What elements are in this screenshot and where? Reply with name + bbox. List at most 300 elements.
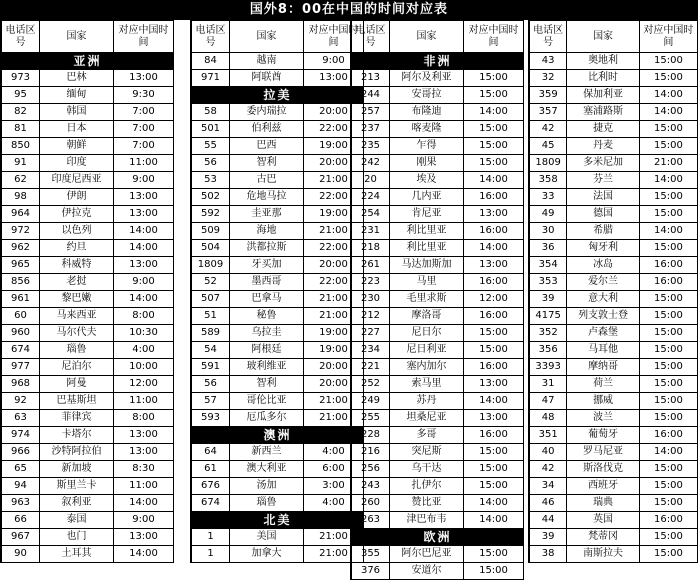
code-cell: 40 [530, 444, 567, 461]
time-cell: 12:00 [464, 291, 524, 308]
code-cell: 972 [2, 223, 40, 240]
time-cell: 15:00 [639, 461, 697, 478]
country-cell: 泰国 [40, 512, 114, 529]
time-cell: 9:30 [114, 87, 174, 104]
code-cell: 64 [192, 444, 230, 461]
section-title: 北美 [192, 512, 364, 529]
table-row [352, 478, 524, 495]
table-row [2, 240, 174, 257]
section-title: 欧洲 [352, 529, 524, 546]
code-cell: 90 [2, 546, 40, 563]
time-cell: 19:00 [304, 138, 364, 155]
country-cell: 比利时 [567, 70, 640, 87]
code-cell: 39 [530, 291, 567, 308]
country-cell: 汤加 [230, 478, 304, 495]
table-row [530, 206, 698, 223]
time-cell: 22:00 [304, 240, 364, 257]
table-row [192, 104, 364, 121]
table-row [2, 410, 174, 427]
table-row [2, 444, 174, 461]
country-cell: 喀麦隆 [390, 121, 464, 138]
country-cell: 马来西亚 [40, 308, 114, 325]
time-cell: 15:00 [639, 70, 697, 87]
table-row [2, 512, 174, 529]
time-cell: 15:00 [639, 478, 697, 495]
table-row [2, 138, 174, 155]
country-cell: 挪威 [567, 393, 640, 410]
code-cell: 39 [530, 529, 567, 546]
country-cell: 斯里兰卡 [40, 478, 114, 495]
table-row [352, 546, 524, 563]
code-cell: 589 [192, 325, 230, 342]
code-cell: 43 [530, 53, 567, 70]
table-row [2, 546, 174, 563]
table-row [352, 325, 524, 342]
table-row [352, 376, 524, 393]
code-cell: 33 [530, 189, 567, 206]
country-cell: 列支敦士登 [567, 308, 640, 325]
section-header-row [192, 427, 364, 444]
code-cell: 46 [530, 495, 567, 512]
section-title: 澳洲 [192, 427, 364, 444]
code-cell: 218 [352, 240, 390, 257]
country-cell: 爱尔兰 [567, 274, 640, 291]
time-cell: 7:00 [114, 121, 174, 138]
table-row [530, 70, 698, 87]
time-cell: 15:00 [464, 325, 524, 342]
time-cell: 15:00 [464, 87, 524, 104]
country-cell: 新西兰 [230, 444, 304, 461]
table-row [2, 393, 174, 410]
code-cell: 974 [2, 427, 40, 444]
country-cell: 澳大利亚 [230, 461, 304, 478]
table-row [530, 325, 698, 342]
code-cell: 509 [192, 223, 230, 240]
code-cell: 359 [530, 87, 567, 104]
time-cell: 14:00 [114, 495, 174, 512]
table-row [2, 359, 174, 376]
code-cell: 376 [352, 563, 390, 580]
table-row [530, 240, 698, 257]
code-cell: 674 [2, 342, 40, 359]
header-row [2, 21, 174, 53]
table-row [2, 529, 174, 546]
table-row [2, 291, 174, 308]
code-cell: 963 [2, 495, 40, 512]
table-row [192, 70, 364, 87]
time-cell: 4:00 [304, 444, 364, 461]
table-row [530, 478, 698, 495]
table-row [2, 257, 174, 274]
time-cell: 14:00 [114, 291, 174, 308]
header-code: 电话区号 [530, 21, 567, 53]
country-cell: 荷兰 [567, 376, 640, 393]
code-cell: 962 [2, 240, 40, 257]
table-row [192, 189, 364, 206]
code-cell: 56 [192, 155, 230, 172]
code-cell: 966 [2, 444, 40, 461]
code-cell: 231 [352, 223, 390, 240]
table-row [352, 308, 524, 325]
time-cell: 11:00 [114, 155, 174, 172]
section-header-row [192, 87, 364, 104]
code-cell: 47 [530, 393, 567, 410]
time-cell: 9:00 [304, 53, 364, 70]
table-row [530, 87, 698, 104]
code-cell: 355 [352, 546, 390, 563]
time-cell: 14:00 [114, 240, 174, 257]
code-cell: 357 [530, 104, 567, 121]
code-cell: 965 [2, 257, 40, 274]
country-cell: 梵蒂冈 [567, 529, 640, 546]
country-cell: 也门 [40, 529, 114, 546]
page-title: 国外8：00在中国的时间对应表 [0, 0, 698, 20]
time-cell: 13:00 [114, 70, 174, 87]
table-row [352, 223, 524, 240]
country-cell: 丹麦 [567, 138, 640, 155]
country-cell: 埃及 [390, 172, 464, 189]
code-cell: 242 [352, 155, 390, 172]
time-cell: 15:00 [639, 410, 697, 427]
table-row [352, 393, 524, 410]
time-cell: 3:00 [304, 478, 364, 495]
code-cell: 967 [2, 529, 40, 546]
table-row [2, 70, 174, 87]
table-column-4 [528, 20, 698, 563]
code-cell: 3393 [530, 359, 567, 376]
time-cell: 22:00 [304, 121, 364, 138]
code-cell: 352 [530, 325, 567, 342]
code-cell: 507 [192, 291, 230, 308]
code-cell: 38 [530, 546, 567, 563]
table-row [192, 308, 364, 325]
code-cell: 676 [192, 478, 230, 495]
table-row [530, 529, 698, 546]
country-cell: 赞比亚 [390, 495, 464, 512]
table-row [352, 342, 524, 359]
time-cell: 20:00 [304, 155, 364, 172]
header-code: 电话区号 [352, 21, 390, 53]
code-cell: 81 [2, 121, 40, 138]
table-row [2, 308, 174, 325]
country-cell: 冰岛 [567, 257, 640, 274]
table-row [530, 342, 698, 359]
time-cell: 21:00 [304, 223, 364, 240]
time-cell: 16:00 [639, 257, 697, 274]
header-country: 国家 [40, 21, 114, 53]
table-row [2, 342, 174, 359]
table-row [530, 223, 698, 240]
time-cell: 14:00 [114, 546, 174, 563]
time-cell: 13:00 [464, 257, 524, 274]
time-cell: 14:00 [639, 87, 697, 104]
code-cell: 354 [530, 257, 567, 274]
table-row [352, 291, 524, 308]
code-cell: 591 [192, 359, 230, 376]
code-cell: 356 [530, 342, 567, 359]
table-row [530, 104, 698, 121]
country-cell: 毛里求斯 [390, 291, 464, 308]
time-cell: 13:00 [114, 206, 174, 223]
table-row [2, 121, 174, 138]
time-cell: 7:00 [114, 138, 174, 155]
country-cell: 布隆迪 [390, 104, 464, 121]
code-cell: 36 [530, 240, 567, 257]
time-cell: 15:00 [639, 359, 697, 376]
table-row [352, 359, 524, 376]
country-cell: 伊拉克 [40, 206, 114, 223]
country-cell: 塞浦路斯 [567, 104, 640, 121]
section-title: 拉美 [192, 87, 364, 104]
code-cell: 213 [352, 70, 390, 87]
table-row [2, 376, 174, 393]
table-row [352, 461, 524, 478]
country-cell: 乌拉圭 [230, 325, 304, 342]
table-row [530, 274, 698, 291]
time-cell: 9:00 [114, 172, 174, 189]
country-cell: 意大利 [567, 291, 640, 308]
code-cell: 257 [352, 104, 390, 121]
code-cell: 971 [192, 70, 230, 87]
code-cell: 98 [2, 189, 40, 206]
country-cell: 马达加斯加 [390, 257, 464, 274]
table-row [352, 206, 524, 223]
time-cell: 13:00 [464, 376, 524, 393]
country-cell: 古巴 [230, 172, 304, 189]
country-cell: 叙利亚 [40, 495, 114, 512]
country-cell: 圭亚那 [230, 206, 304, 223]
time-cell: 21:00 [304, 529, 364, 546]
country-cell: 南斯拉夫 [567, 546, 640, 563]
country-cell: 苏丹 [390, 393, 464, 410]
time-cell: 21:00 [304, 308, 364, 325]
time-cell: 14:00 [464, 240, 524, 257]
time-cell: 4:00 [304, 495, 364, 512]
table-row [2, 478, 174, 495]
country-cell: 阿联酋 [230, 70, 304, 87]
table-row [2, 223, 174, 240]
country-cell: 阿曼 [40, 376, 114, 393]
table-row [352, 121, 524, 138]
country-cell: 伯利兹 [230, 121, 304, 138]
time-cell: 11:00 [114, 478, 174, 495]
table-row [352, 240, 524, 257]
country-cell: 多哥 [390, 427, 464, 444]
country-cell: 美国 [230, 529, 304, 546]
table-row [2, 104, 174, 121]
country-cell: 约旦 [40, 240, 114, 257]
code-cell: 674 [192, 495, 230, 512]
country-cell: 卡塔尔 [40, 427, 114, 444]
table-row [192, 291, 364, 308]
country-cell: 老挝 [40, 274, 114, 291]
country-cell: 多米尼加 [567, 155, 640, 172]
table-row [2, 495, 174, 512]
table-row [2, 172, 174, 189]
table-row [192, 206, 364, 223]
time-cell: 14:00 [464, 104, 524, 121]
country-cell: 哥伦比亚 [230, 393, 304, 410]
table-row [530, 427, 698, 444]
country-cell: 牙买加 [230, 257, 304, 274]
table-row [192, 240, 364, 257]
country-cell: 瑙鲁 [40, 342, 114, 359]
table-row [352, 274, 524, 291]
country-cell: 安道尔 [390, 563, 464, 580]
table-row [2, 274, 174, 291]
country-cell: 保加利亚 [567, 87, 640, 104]
time-cell: 20:00 [304, 257, 364, 274]
code-cell: 32 [530, 70, 567, 87]
time-cell: 20:00 [304, 376, 364, 393]
time-cell: 15:00 [639, 546, 697, 563]
code-cell: 228 [352, 427, 390, 444]
code-cell: 856 [2, 274, 40, 291]
time-cell: 15:00 [639, 121, 697, 138]
code-cell: 223 [352, 274, 390, 291]
time-cell: 11:00 [114, 393, 174, 410]
table-row [352, 155, 524, 172]
table-row [530, 376, 698, 393]
code-cell: 501 [192, 121, 230, 138]
time-cell: 15:00 [639, 240, 697, 257]
code-cell: 65 [2, 461, 40, 478]
table-row [352, 104, 524, 121]
time-cell: 6:00 [304, 461, 364, 478]
country-cell: 塞内加尔 [390, 359, 464, 376]
time-cell: 15:00 [464, 138, 524, 155]
time-cell: 16:00 [464, 427, 524, 444]
country-cell: 巴拿马 [230, 291, 304, 308]
time-cell: 8:00 [114, 410, 174, 427]
time-cell: 21:00 [304, 410, 364, 427]
time-table [351, 20, 524, 580]
time-cell: 12:00 [114, 376, 174, 393]
table-row [352, 172, 524, 189]
header-time: 对应中国时间 [114, 21, 174, 53]
time-cell: 14:00 [464, 393, 524, 410]
code-cell: 82 [2, 104, 40, 121]
table-row [192, 121, 364, 138]
country-cell: 尼泊尔 [40, 359, 114, 376]
country-cell: 巴基斯坦 [40, 393, 114, 410]
country-cell: 黎巴嫩 [40, 291, 114, 308]
country-cell: 印度尼西亚 [40, 172, 114, 189]
table-row [530, 138, 698, 155]
code-cell: 42 [530, 121, 567, 138]
country-cell: 沙特阿拉伯 [40, 444, 114, 461]
code-cell: 504 [192, 240, 230, 257]
country-cell: 以色列 [40, 223, 114, 240]
code-cell: 252 [352, 376, 390, 393]
table-row [530, 495, 698, 512]
table-row [530, 546, 698, 563]
time-cell: 16:00 [639, 427, 697, 444]
code-cell: 53 [192, 172, 230, 189]
code-cell: 235 [352, 138, 390, 155]
code-cell: 61 [192, 461, 230, 478]
table-row [2, 155, 174, 172]
time-cell: 15:00 [639, 325, 697, 342]
header-row [530, 21, 698, 53]
time-cell: 21:00 [304, 172, 364, 189]
time-cell: 14:00 [464, 172, 524, 189]
code-cell: 850 [2, 138, 40, 155]
country-cell: 扎伊尔 [390, 478, 464, 495]
country-cell: 阿根廷 [230, 342, 304, 359]
code-cell: 964 [2, 206, 40, 223]
country-cell: 墨西哥 [230, 274, 304, 291]
time-cell: 16:00 [639, 274, 697, 291]
code-cell: 227 [352, 325, 390, 342]
code-cell: 221 [352, 359, 390, 376]
time-cell: 13:00 [304, 70, 364, 87]
country-cell: 韩国 [40, 104, 114, 121]
time-table [529, 20, 698, 563]
country-cell: 土耳其 [40, 546, 114, 563]
country-cell: 突尼斯 [390, 444, 464, 461]
time-cell: 7:00 [114, 104, 174, 121]
country-cell: 缅甸 [40, 87, 114, 104]
table-row [530, 359, 698, 376]
country-cell: 肯尼亚 [390, 206, 464, 223]
code-cell: 358 [530, 172, 567, 189]
time-cell: 15:00 [464, 444, 524, 461]
code-cell: 977 [2, 359, 40, 376]
table-row [530, 53, 698, 70]
time-cell: 14:00 [639, 444, 697, 461]
time-cell: 16:00 [464, 189, 524, 206]
table-row [530, 155, 698, 172]
country-cell: 越南 [230, 53, 304, 70]
table-row [352, 563, 524, 580]
country-cell: 瑙鲁 [230, 495, 304, 512]
time-cell: 15:00 [464, 546, 524, 563]
code-cell: 1809 [530, 155, 567, 172]
time-cell: 16:00 [464, 308, 524, 325]
country-cell: 新加坡 [40, 461, 114, 478]
time-cell: 8:30 [114, 461, 174, 478]
header-country: 国家 [567, 21, 640, 53]
time-cell: 13:00 [114, 427, 174, 444]
table-row [530, 121, 698, 138]
country-cell: 尼日利亚 [390, 342, 464, 359]
code-cell: 52 [192, 274, 230, 291]
table-column-2 [190, 20, 364, 563]
time-table [1, 20, 174, 563]
code-cell: 502 [192, 189, 230, 206]
time-cell: 15:00 [639, 376, 697, 393]
table-row [192, 172, 364, 189]
table-row [192, 359, 364, 376]
time-cell: 15:00 [464, 121, 524, 138]
code-cell: 260 [352, 495, 390, 512]
time-cell: 15:00 [639, 529, 697, 546]
code-cell: 968 [2, 376, 40, 393]
country-cell: 马里 [390, 274, 464, 291]
code-cell: 63 [2, 410, 40, 427]
table-row [192, 342, 364, 359]
table-row [530, 189, 698, 206]
country-cell: 利比里亚 [390, 223, 464, 240]
table-row [192, 393, 364, 410]
code-cell: 230 [352, 291, 390, 308]
time-cell: 15:00 [464, 461, 524, 478]
section-header-row [352, 529, 524, 546]
time-cell: 15:00 [639, 138, 697, 155]
time-cell: 14:00 [639, 172, 697, 189]
country-cell: 瑞典 [567, 495, 640, 512]
